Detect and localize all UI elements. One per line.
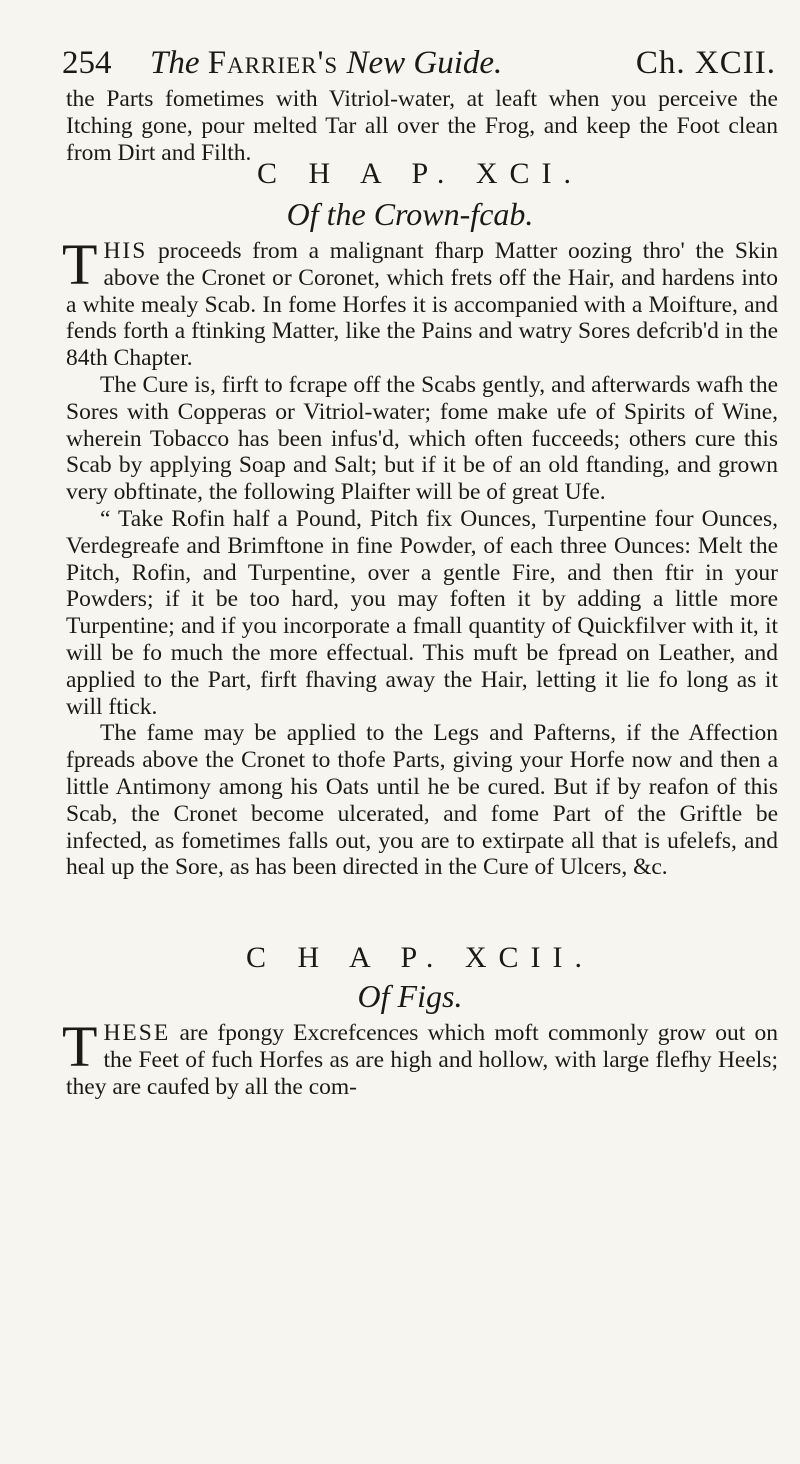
chapter-91-subtitle: Of the Crown-fcab. xyxy=(286,196,534,232)
chapter-91-opening-caps: HIS xyxy=(103,238,148,264)
running-title-suffix: New Guide. xyxy=(338,45,503,81)
chapter-92-drop-cap: T xyxy=(62,1014,98,1079)
running-header xyxy=(62,40,782,86)
chapter-91-paragraph-1 xyxy=(62,232,778,372)
chapter-reference: Ch. XCII. xyxy=(635,45,776,81)
chapter-91-body xyxy=(62,232,778,881)
running-title-small-caps: Farrier's xyxy=(207,45,339,81)
running-title-prefix: The xyxy=(150,45,208,81)
chapter-91-heading: C H A P. XCI. xyxy=(256,157,584,190)
chapter-91-paragraph-1-text: proceeds from a malignant fharp Matter oozing thro' the Skin above the Cronet or Coronet, which frets off the Hair, and hardens into a white mealy Scab. In fome Horfes it is accompanied with a Moifture, and fends forth a ftinking Matter, like the Pains and watry Sores defcrib'd in the 84th Chapter. xyxy=(66,238,778,372)
chapter-92-paragraph-1 xyxy=(62,1014,779,1100)
chapter-91-paragraph-2: The Cure is, firft to fcrape off the Scabs gently, and afterwards wafh the Sores with Copperas or Vitriol-water; fome make ufe of Spirits of Wine, wherein Tobacco has been infus'd, which often fucceeds; others cure this Scab by applying Soap and Salt; but if it be of an old ftanding, and grown very obftinate, the following Plaifter will be of great Ufe. xyxy=(66,371,778,506)
intro-paragraph xyxy=(66,86,778,166)
chapter-92-paragraph-1-text: are fpongy Excrefcences which moft commonly grow out on the Feet of fuch Horfes as are high and hollow, with large flefhy Heels; they are caufed by all the com- xyxy=(66,1020,779,1100)
chapter-91-drop-cap: T xyxy=(62,232,98,297)
chapter-92-opening-caps: HESE xyxy=(103,1020,171,1046)
intro-text: the Parts fometimes with Vitriol-water, at leaft when you perceive the Itching gone, pour melted Tar all over the Frog, and keep the Foot clean from Dirt and Filth. xyxy=(66,86,778,166)
chapter-92-subtitle: Of Figs. xyxy=(357,978,463,1014)
chapter-92-body xyxy=(62,1014,779,1100)
chapter-91-recipe: “ Take Rofin half a Pound, Pitch fix Ounces, Turpentine four Ounces, Verdegreafe and Brimftone in fine Powder, of each three Ounces: Melt the Pitch, Rofin, and Turpentine, over a gentle Fire, and then ftir in your Powders; if it be too hard, you may foften it by adding a little more Turpentine; and if you incorporate a fmall quantity of Quickfilver with it, it will be fo much the more effectual. This muft be fpread on Leather, and applied to the Part, firft fhaving away the Hair, letting it lie fo long as it will ftick. xyxy=(66,505,778,720)
running-title xyxy=(150,40,502,86)
chapter-92-heading: C H A P. XCII. xyxy=(245,941,595,974)
page-number: 254 xyxy=(62,45,112,81)
chapter-91-paragraph-3: The fame may be applied to the Legs and Pafterns, if the Affection fpreads above the Cronet to thofe Parts, giving your Horfe now and then a little Antimony among his Oats until he be cured. But if by reafon of this Scab, the Cronet become ulcerated, and fome Part of the Griftle be infected, as fometimes falls out, you are to extirpate all that is ufelefs, and heal up the Sore, as has been directed in the Cure of Ulcers, &c. xyxy=(66,720,778,881)
